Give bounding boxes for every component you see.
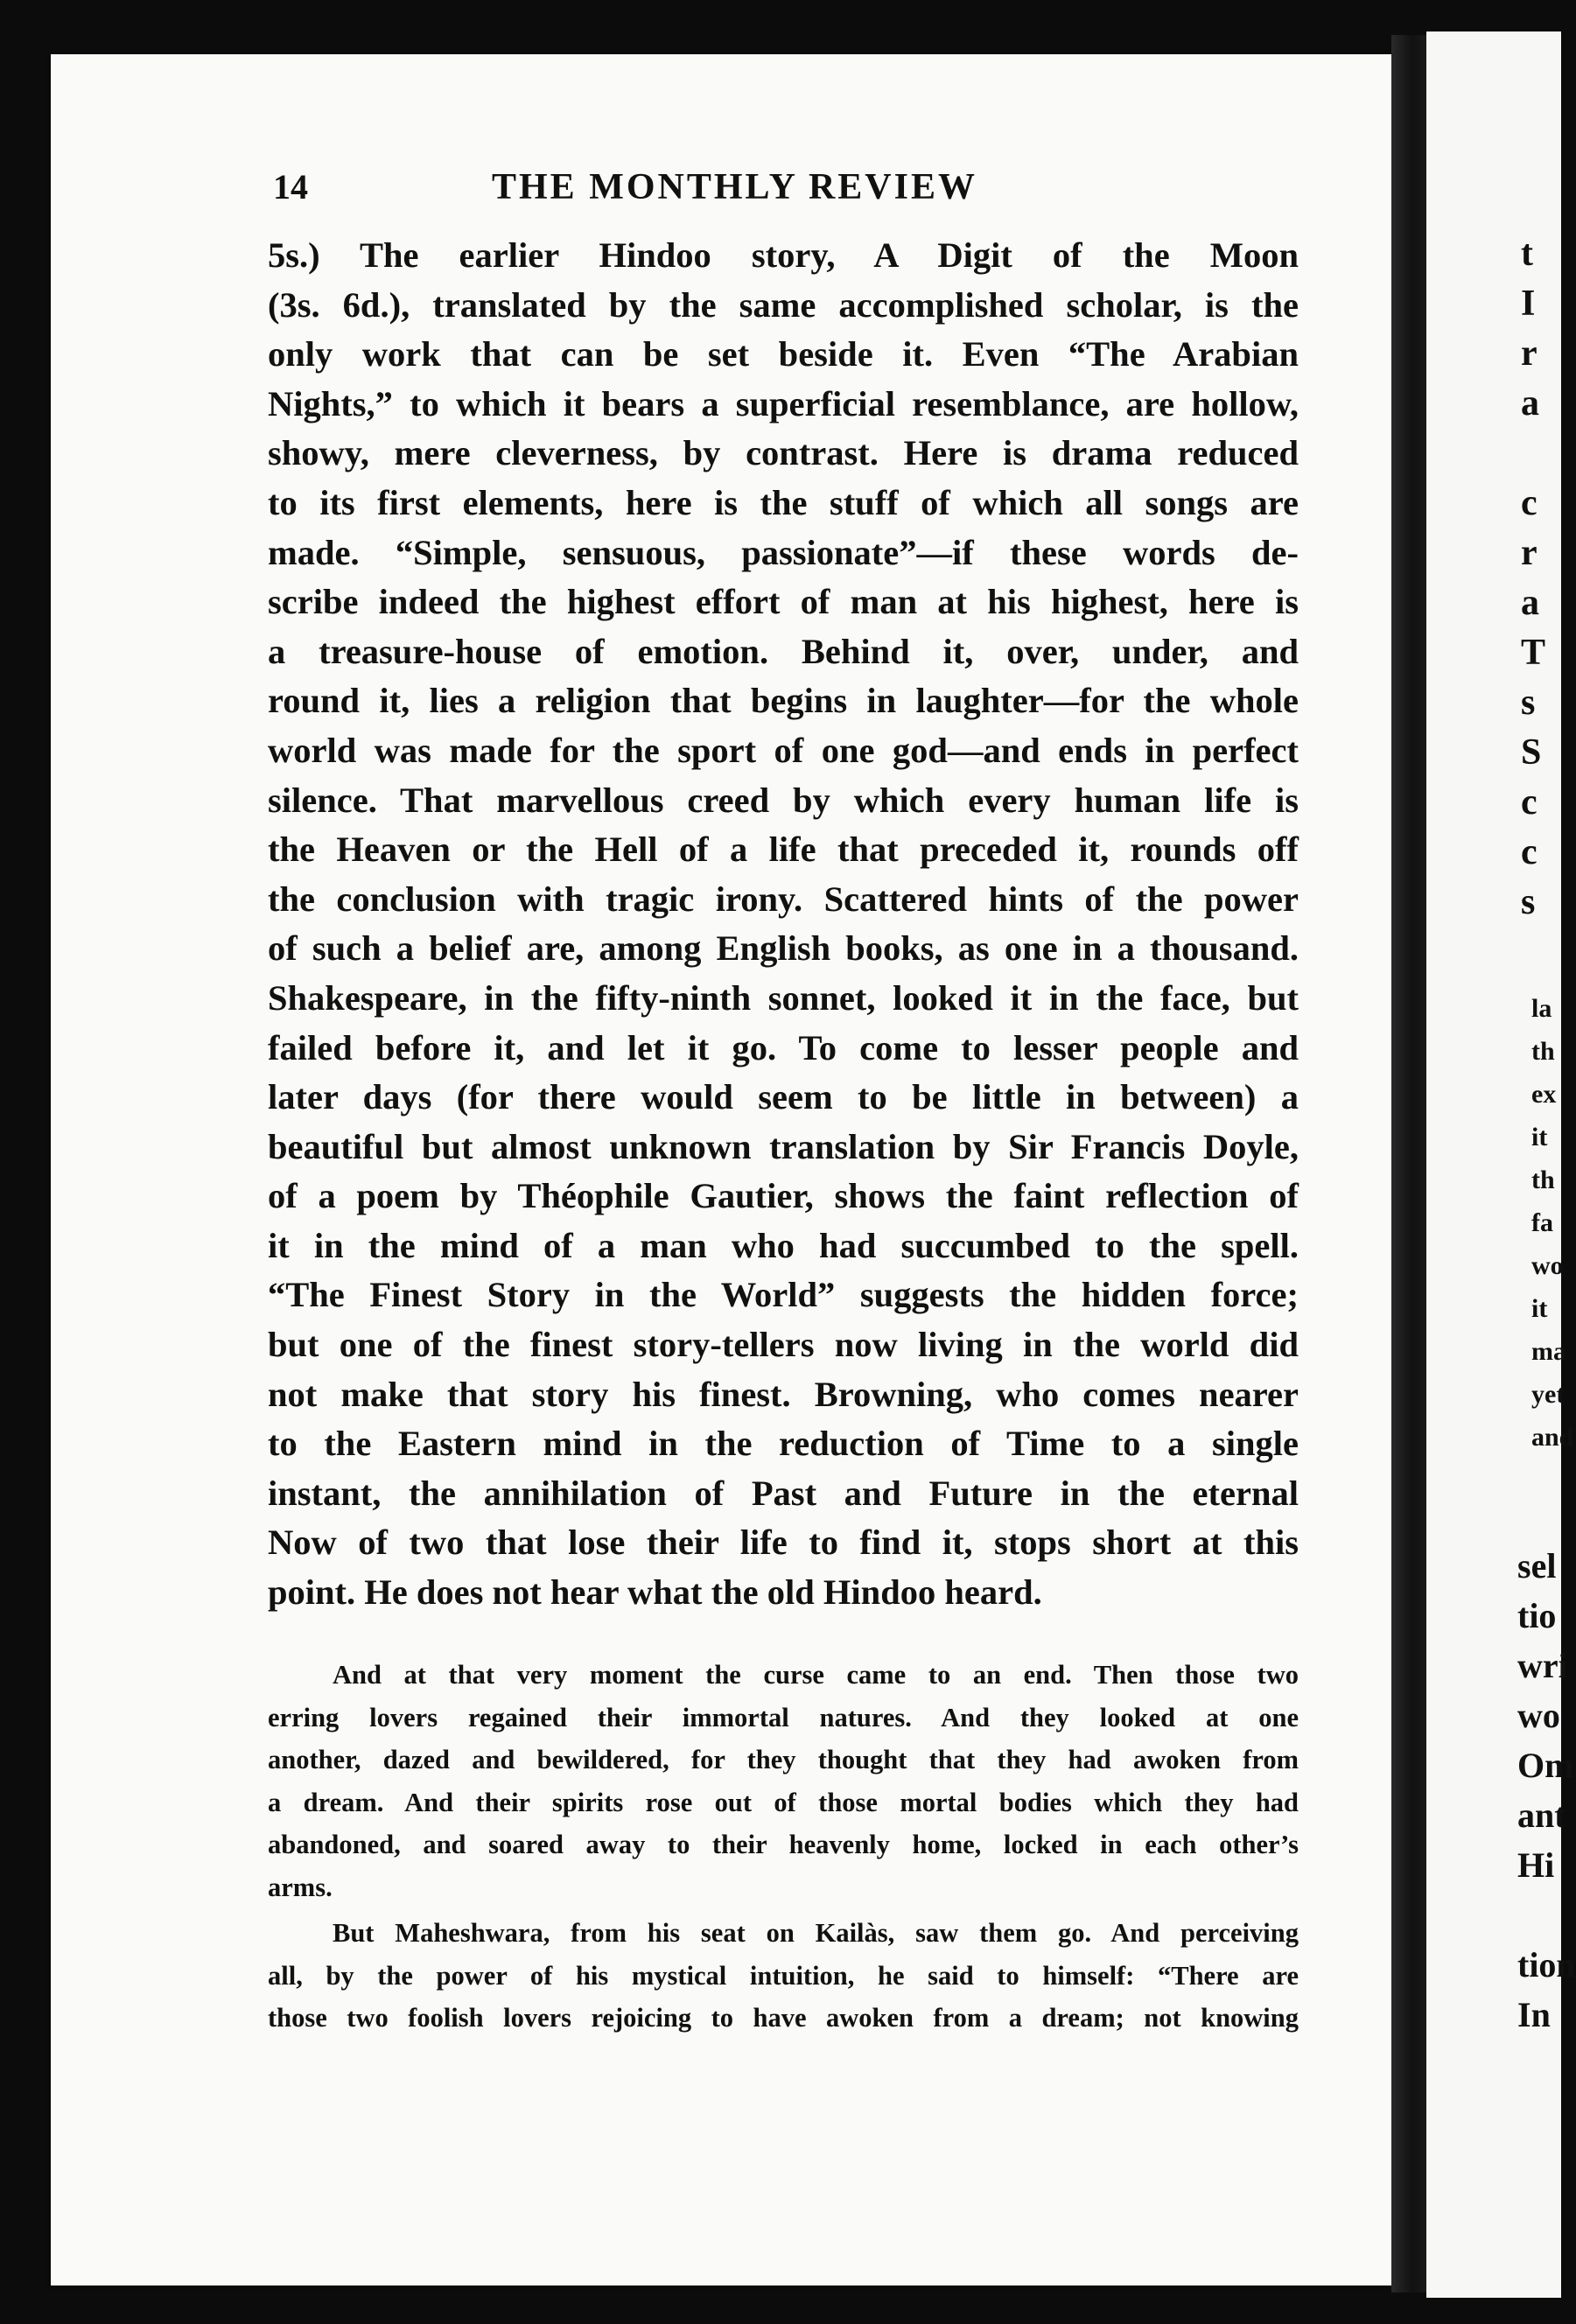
- facing-page-fragment: In: [1517, 1995, 1551, 2034]
- body-line: the Heaven or the Hell of a life that preceded it, rounds off: [268, 830, 1299, 870]
- book-gutter: [1391, 35, 1426, 2292]
- body-line: only work that can be set beside it. Even “The Arabian: [268, 334, 1299, 374]
- facing-page-fragment: fa: [1531, 1208, 1553, 1237]
- page-number: 14: [273, 167, 308, 206]
- facing-page-fragment: c: [1521, 483, 1537, 523]
- body-line: Now of two that lose their life to find it, stops short at this: [268, 1522, 1299, 1563]
- facing-page-fragment: wo: [1517, 1696, 1560, 1735]
- body-line: made. “Simple, sensuous, passionate”—if these words de-: [268, 532, 1299, 572]
- facing-page-fragment: sel: [1517, 1546, 1557, 1586]
- facing-page-fragment: and: [1531, 1423, 1574, 1452]
- facing-page-fragment: r: [1521, 333, 1537, 374]
- page-header: [273, 166, 1306, 219]
- body-line: (3s. 6d.), translated by the same accomplished scholar, is the: [268, 284, 1299, 325]
- quote-line: a dream. And their spirits rose out of those mortal bodies which they had: [268, 1787, 1299, 1817]
- facing-page-fragment: a: [1521, 383, 1539, 424]
- body-text: [268, 231, 1299, 1618]
- body-line: of such a belief are, among English books, as one in a thousand.: [268, 928, 1299, 969]
- facing-page-fragment: T: [1521, 633, 1546, 673]
- block-quote: [268, 1654, 1299, 2040]
- quote-line: erring lovers regained their immortal natures. And they looked at one: [268, 1702, 1299, 1732]
- body-line: point. He does not hear what the old Hindoo heard.: [268, 1572, 1042, 1613]
- facing-page-fragment: wri: [1517, 1646, 1568, 1685]
- body-line: to its first elements, here is the stuff of which all songs are: [268, 482, 1299, 522]
- body-line: it in the mind of a man who had succumbed to the spell.: [268, 1225, 1299, 1265]
- facing-page-fragment: ex: [1531, 1080, 1557, 1109]
- body-line: Shakespeare, in the fifty-ninth sonnet, looked it in the face, but: [268, 977, 1299, 1018]
- quote-line: abandoned, and soared away to their heavenly home, locked in each other’s: [268, 1830, 1299, 1859]
- facing-page-fragment: a: [1521, 583, 1539, 623]
- quote-line: arms.: [268, 1872, 333, 1902]
- quote-line: And at that very moment the curse came to an end. Then those two: [333, 1660, 1299, 1690]
- quote-line: all, by the power of his mystical intuition, he said to himself: “There are: [268, 1960, 1299, 1991]
- body-line: Nights,” to which it bears a superficial resemblance, are hollow,: [268, 383, 1299, 424]
- quote-line: But Maheshwara, from his seat on Kailàs, saw them go. And perceiving: [333, 1918, 1299, 1948]
- facing-page-fragment: it: [1531, 1294, 1548, 1323]
- facing-page-fragment: Hi: [1517, 1845, 1555, 1885]
- body-line: “The Finest Story in the World” suggests the hidden force;: [268, 1275, 1299, 1315]
- facing-page-edge: [1426, 32, 1576, 2298]
- body-line: of a poem by Théophile Gautier, shows the faint reflection of: [268, 1176, 1299, 1216]
- body-line: to the Eastern mind in the reduction of Time to a single: [268, 1424, 1299, 1464]
- facing-page-fragment: S: [1521, 732, 1542, 773]
- facing-page-fragment: th: [1531, 1166, 1555, 1194]
- facing-page-fragment: yet: [1531, 1380, 1565, 1409]
- facing-page-fragment: wo: [1531, 1251, 1564, 1280]
- facing-page-fragment: c: [1521, 832, 1537, 872]
- body-line: instant, the annihilation of Past and Future in the eternal: [268, 1473, 1299, 1513]
- quote-line: those two foolish lovers rejoicing to have awoken from a dream; not knowing: [268, 2003, 1299, 2033]
- facing-page-fragment: la: [1531, 994, 1552, 1023]
- body-line: beautiful but almost unknown translation by Sir Francis Doyle,: [268, 1126, 1299, 1166]
- facing-page-fragment: ant: [1517, 1796, 1566, 1835]
- body-line: not make that story his finest. Browning, who comes nearer: [268, 1374, 1299, 1414]
- facing-page-fragment: tion: [1517, 1945, 1576, 1984]
- body-line: later days (for there would seem to be little in between) a: [268, 1077, 1299, 1117]
- running-head: THE MONTHLY REVIEW: [492, 167, 977, 207]
- body-line: a treasure-house of emotion. Behind it, over, under, and: [268, 631, 1299, 671]
- facing-page-fragment: t: [1521, 234, 1533, 274]
- facing-page-fragment: c: [1521, 782, 1537, 822]
- facing-page-fragment: I: [1521, 284, 1536, 324]
- facing-page-fragment: r: [1521, 533, 1537, 573]
- body-line: world was made for the sport of one god—and ends in perfect: [268, 730, 1299, 770]
- facing-page-fragment: ma: [1531, 1337, 1566, 1366]
- facing-page-fragment: it: [1531, 1123, 1548, 1152]
- body-line: silence. That marvellous creed by which every human life is: [268, 780, 1299, 820]
- body-line: failed before it, and let it go. To come to lesser people and: [268, 1027, 1299, 1068]
- facing-page-fragment: tio: [1517, 1596, 1557, 1635]
- body-line: scribe indeed the highest effort of man at his highest, here is: [268, 582, 1299, 622]
- facing-page-fragment: s: [1521, 682, 1536, 723]
- quote-line: another, dazed and bewildered, for they thought that they had awoken from: [268, 1745, 1299, 1774]
- body-line: the conclusion with tragic irony. Scattered hints of the power: [268, 878, 1299, 919]
- body-line: 5s.) The earlier Hindoo story, A Digit of the Moon: [268, 235, 1299, 275]
- facing-page-fragment: th: [1531, 1037, 1555, 1066]
- body-line: but one of the finest story-tellers now living in the world did: [268, 1325, 1299, 1365]
- body-line: round it, lies a religion that begins in laughter—for the whole: [268, 681, 1299, 721]
- body-line: showy, mere cleverness, by contrast. Here is drama reduced: [268, 433, 1299, 473]
- facing-page-fragment: s: [1521, 882, 1536, 922]
- facing-page-fragment: Om: [1517, 1746, 1574, 1785]
